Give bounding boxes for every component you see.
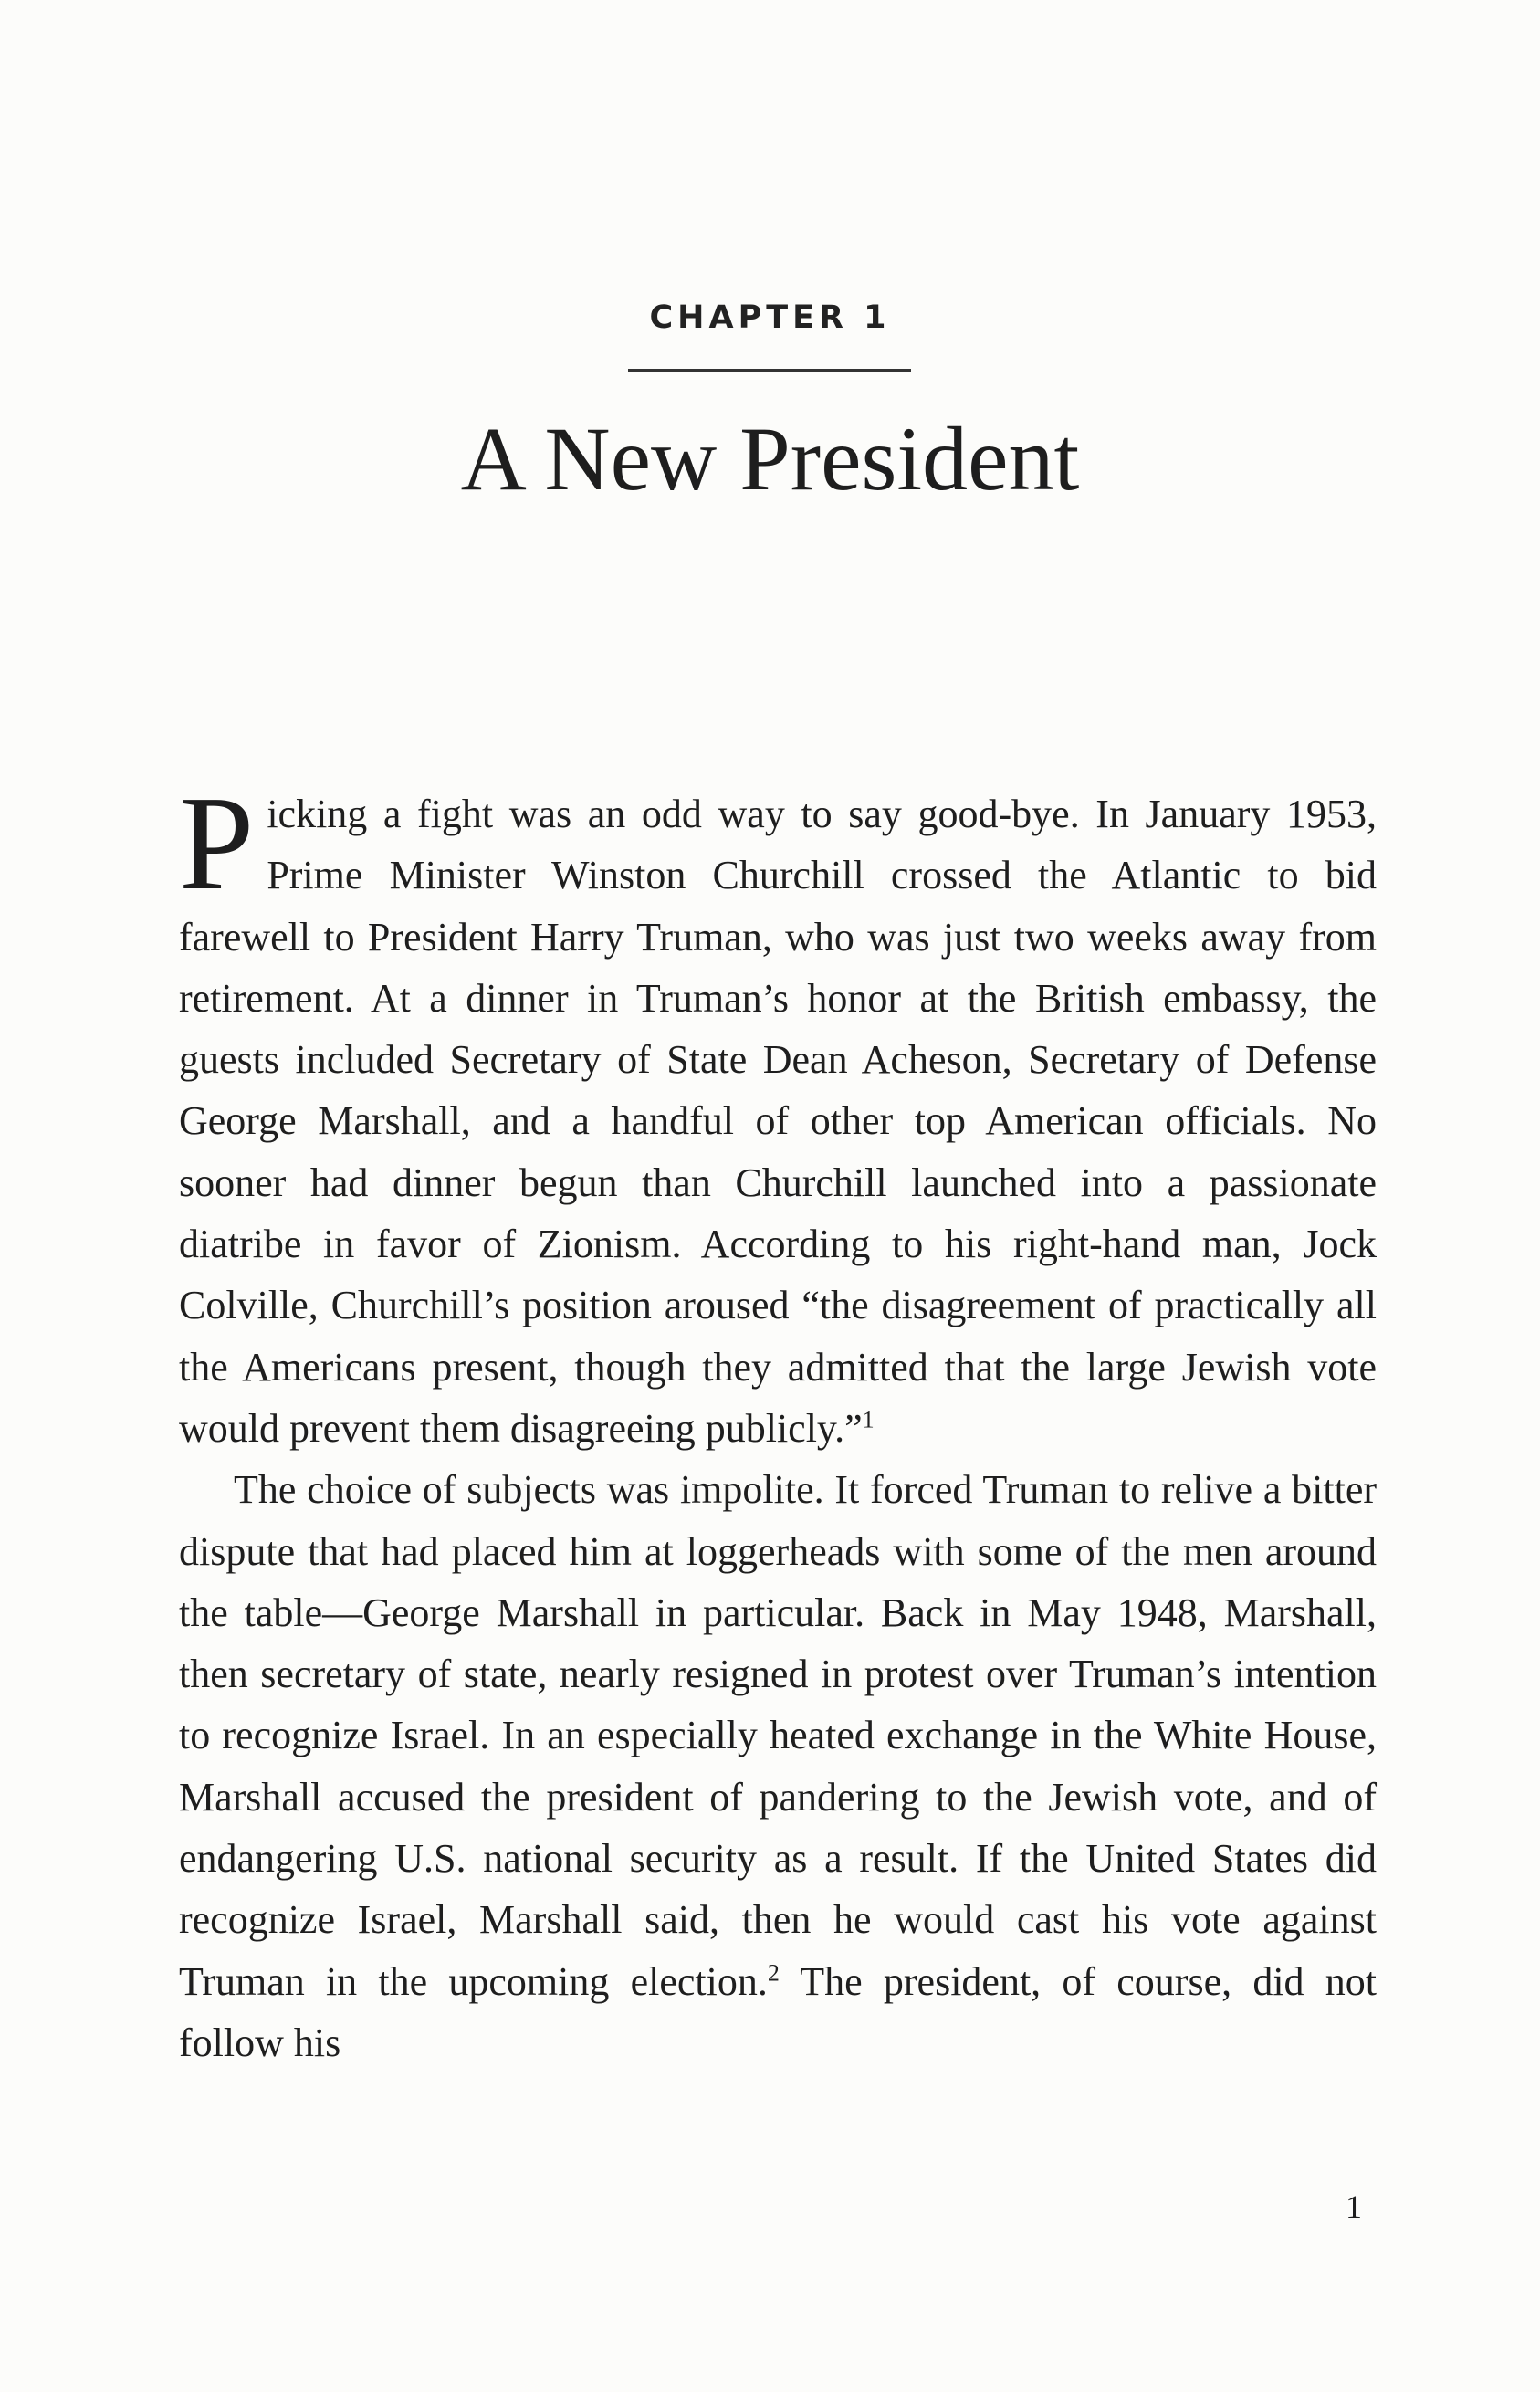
chapter-title: A New President [460,408,1080,509]
chapter-divider [628,369,911,372]
paragraph-2-text-continued: The president, of course, did not follow his [179,1958,1377,2065]
paragraph-1-text: icking a fight was an odd way to say good-bye. In January 1953, Prime Minister Winston Churchill crossed the Atlantic to bid farewell to President Harry Truman, who was just two weeks away from retirement. At a dinner in Truman’s honor at the British embassy, the guests included Secretary of State Dean Acheson, Secretary of Defense George Marshall, and a handful of other top American officials. No sooner had dinner begun than Churchill launched into a passionate diatribe in favor of Zionism. According to his right-hand man, Jock Colville, Churchill’s position aroused “the disagreement of practically all the Americans present, though they admitted that the large Jewish vote would prevent them disagreeing publicly.” [179,792,1377,1451]
drop-cap: P [179,769,255,918]
chapter-label: CHAPTER 1 [649,299,891,336]
page-number: 1 [1346,2188,1362,2225]
footnote-marker-1: 1 [862,1406,875,1433]
footnote-marker-2: 2 [767,1958,780,1986]
paragraph-1 [179,769,1377,1459]
paragraph-2 [179,1459,1377,2073]
paragraph-2-text: The choice of subjects was impolite. It forced Truman to relive a bitter dispute that had placed him at loggerheads with some of the men around the table—George Marshall in particular. Back in May 1948, Marshall, then secretary of state, nearly resigned in protest over Truman’s intention to recognize Israel. In an especially heated exchange in the White House, Marshall accused the president of pandering to the Jewish vote, and of endangering U.S. national security as a result. If the United States did recognize Israel, Marshall said, then he would cast his vote against Truman in the upcoming election. [179,1467,1377,2004]
body-text [179,769,1377,2073]
